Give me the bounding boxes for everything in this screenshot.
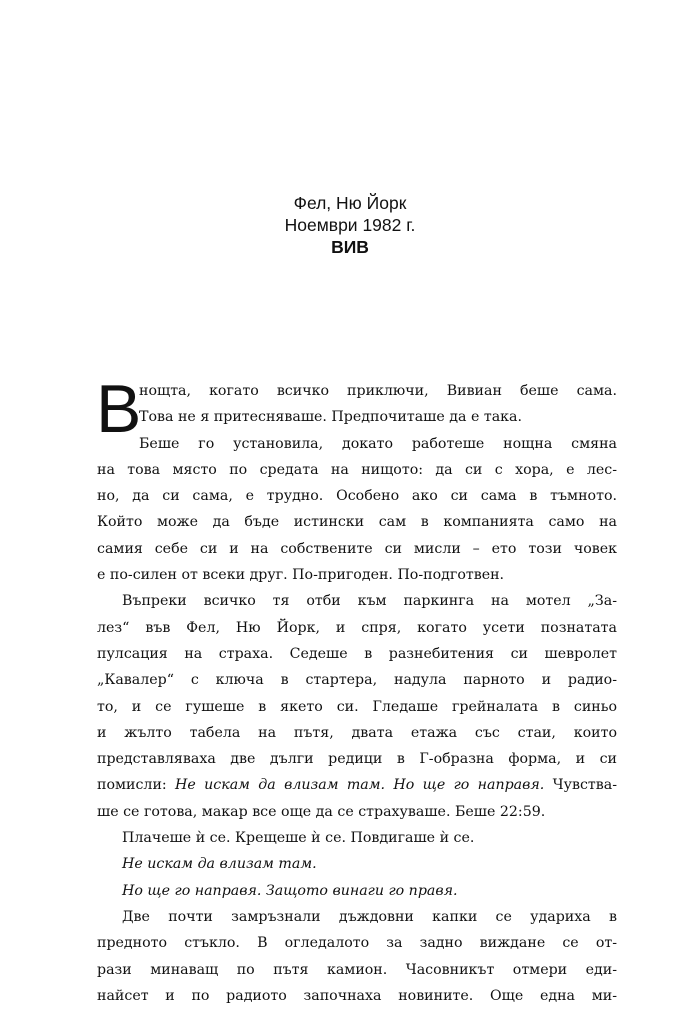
text-line: ше се готова, макар все още да се страхуваше. Беше 22:59. bbox=[97, 803, 546, 820]
body-text bbox=[96, 371, 617, 1009]
text-line: Две почти замръзнали дъждовни капки се удариха в bbox=[122, 908, 617, 925]
line-suffix: Чувства- bbox=[544, 777, 617, 794]
italic-thought: Не искам да влизам там. Но ще го направя. bbox=[175, 777, 545, 794]
text-line: пулсация на страха. Седеше в разнебитения си шевролет bbox=[97, 645, 617, 662]
text-line: на това място по средата на нищото: да си с хора, е лес- bbox=[97, 461, 617, 478]
italic-line: Не искам да влизам там. bbox=[122, 856, 317, 873]
text-line: найсет и по радиото започнаха новините. Още една ми- bbox=[97, 987, 617, 1004]
text-line: самия себе си и на собствените си мисли – ето този човек bbox=[97, 540, 617, 557]
text-line: е по-силен от всеки друг. По-пригоден. По-подготвен. bbox=[97, 567, 505, 584]
text-line: лез“ във Фел, Ню Йорк, и спря, когато усети познатата bbox=[97, 619, 617, 636]
text-line: то, и се гушеше в якето си. Гледаше грейналата в синьо bbox=[97, 698, 617, 715]
text-line: предното стъкло. В огледалото за задно виждане се от- bbox=[97, 935, 617, 952]
chapter-header bbox=[0, 192, 700, 258]
header-name: ВИВ bbox=[331, 237, 369, 257]
text-line: Беше го установила, докато работеше нощна смяна bbox=[139, 435, 617, 452]
italic-line: Но ще го направя. Защото винаги го правя. bbox=[122, 882, 458, 899]
text-line: Въпреки всичко тя отби към паркинга на мотел „За- bbox=[122, 593, 617, 610]
text-line: но, да си сама, е трудно. Особено ако си сама в тъмното. bbox=[97, 488, 617, 505]
drop-cap: В bbox=[96, 371, 142, 447]
text-line-with-italic bbox=[97, 772, 617, 798]
text-line: нощта, когато всичко приключи, Вивиан беше сама. bbox=[139, 383, 617, 399]
text-line: рази минаващ по пътя камион. Часовникът отмери еди- bbox=[97, 961, 617, 978]
text-line: и жълто табела на пътя, двата етажа със стаи, които bbox=[97, 724, 617, 741]
text-line: „Кавалер“ с ключа в стартера, надула парното и радио- bbox=[97, 672, 617, 689]
line-prefix: помисли: bbox=[97, 777, 176, 794]
text-line: Плачеше ѝ се. Крещеше ѝ се. Повдигаше ѝ се. bbox=[122, 830, 475, 847]
header-location: Фел, Ню Йорк bbox=[293, 193, 407, 213]
text-line: Който може да бъде истински сам в компанията само на bbox=[97, 514, 617, 531]
header-date: Ноември 1982 г. bbox=[284, 215, 416, 235]
text-line: Това не я притесняваше. Предпочиташе да е така. bbox=[139, 409, 523, 426]
text-line: представляваха две дълги редици в Г-образна форма, и си bbox=[97, 751, 617, 768]
